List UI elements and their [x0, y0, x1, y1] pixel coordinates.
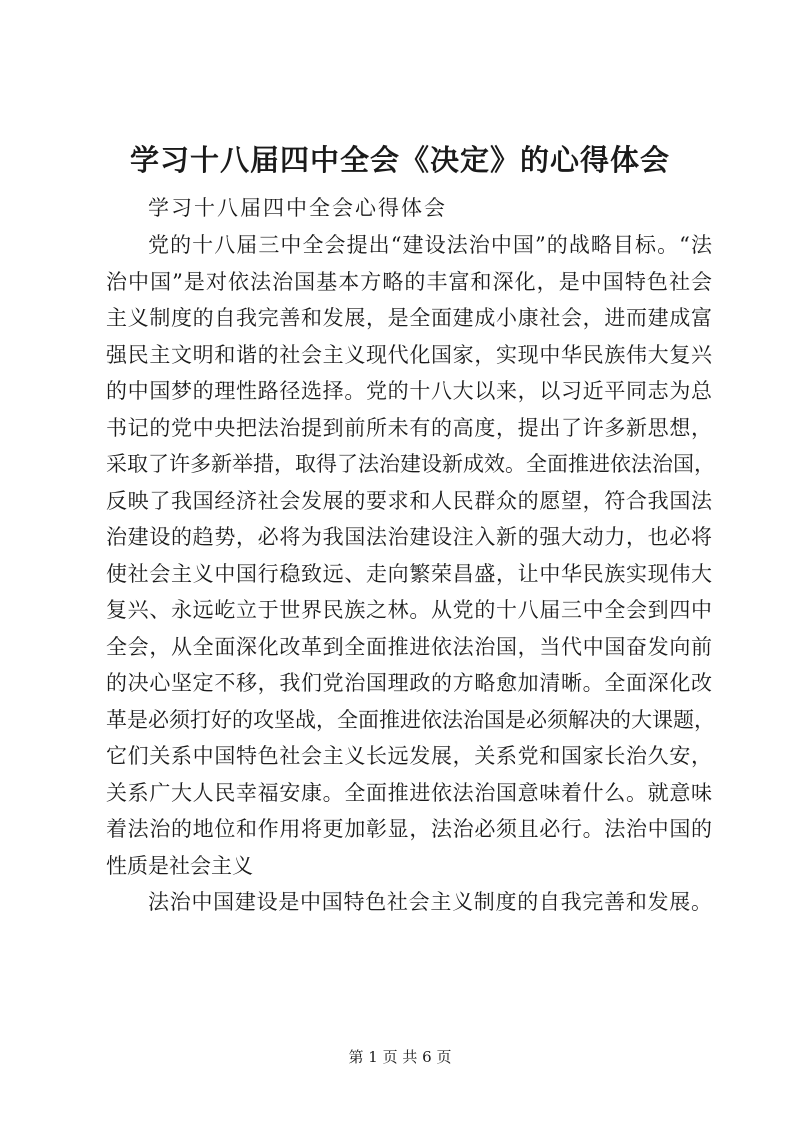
- paragraph-line: 全会，从全面深化改革到全面推进依法治国，当代中国奋发向前: [106, 634, 712, 659]
- paragraph-line: 着法治的地位和作用将更加彰显，法治必须且必行。法治中国的: [106, 817, 712, 841]
- paragraph-line: 主义制度的自我完善和发展，是全面建成小康社会，进而建成富: [106, 306, 712, 330]
- paragraph-line: 书记的党中央把法治提到前所未有的高度，提出了许多新思想，: [106, 415, 712, 440]
- paragraph-line: 革是必须打好的攻坚战，全面推进依法治国是必须解决的大课题，: [106, 707, 715, 732]
- paragraph-line: 采取了许多新举措，取得了法治建设新成效。全面推进依法治国，: [106, 452, 715, 476]
- paragraph-line: 的决心坚定不移，我们党治国理政的方略愈加清晰。全面深化改: [106, 671, 712, 695]
- paragraph-line: 法治中国建设是中国特色社会主义制度的自我完善和发展。: [148, 890, 712, 914]
- paragraph-line: 党的十八届三中全会提出“建设法治中国”的战略目标。“法: [148, 233, 712, 257]
- paragraph-line: 治建设的趋势，必将为我国法治建设注入新的强大动力，也必将: [106, 525, 712, 549]
- paragraph-line: 使社会主义中国行稳致远、走向繁荣昌盛，让中华民族实现伟大: [106, 561, 712, 586]
- paragraph-line: 性质是社会主义: [106, 853, 253, 878]
- paragraph-line: 强民主文明和谐的社会主义现代化国家，实现中华民族伟大复兴: [106, 342, 712, 367]
- paragraph-line: 反映了我国经济社会发展的要求和人民群众的愿望，符合我国法: [106, 488, 712, 513]
- paragraph-line: 治中国”是对依法治国基本方略的丰富和深化，是中国特色社会: [106, 269, 712, 294]
- document-title: 学习十八届四中全会《决定》的心得体会: [129, 143, 670, 177]
- page-footer: 第 1 页 共 6 页: [348, 1048, 452, 1066]
- paragraph-line: 的中国梦的理性路径选择。党的十八大以来，以习近平同志为总: [106, 379, 712, 403]
- document-subtitle: 学习十八届四中全会心得体会: [148, 196, 447, 220]
- paragraph-line: 关系广大人民幸福安康。全面推进依法治国意味着什么。就意味: [106, 780, 712, 805]
- paragraph-line: 复兴、永远屹立于世界民族之林。从党的十八届三中全会到四中: [106, 598, 712, 622]
- document-body: [106, 227, 715, 921]
- paragraph-line: 它们关系中国特色社会主义长远发展，关系党和国家长治久安，: [106, 744, 712, 768]
